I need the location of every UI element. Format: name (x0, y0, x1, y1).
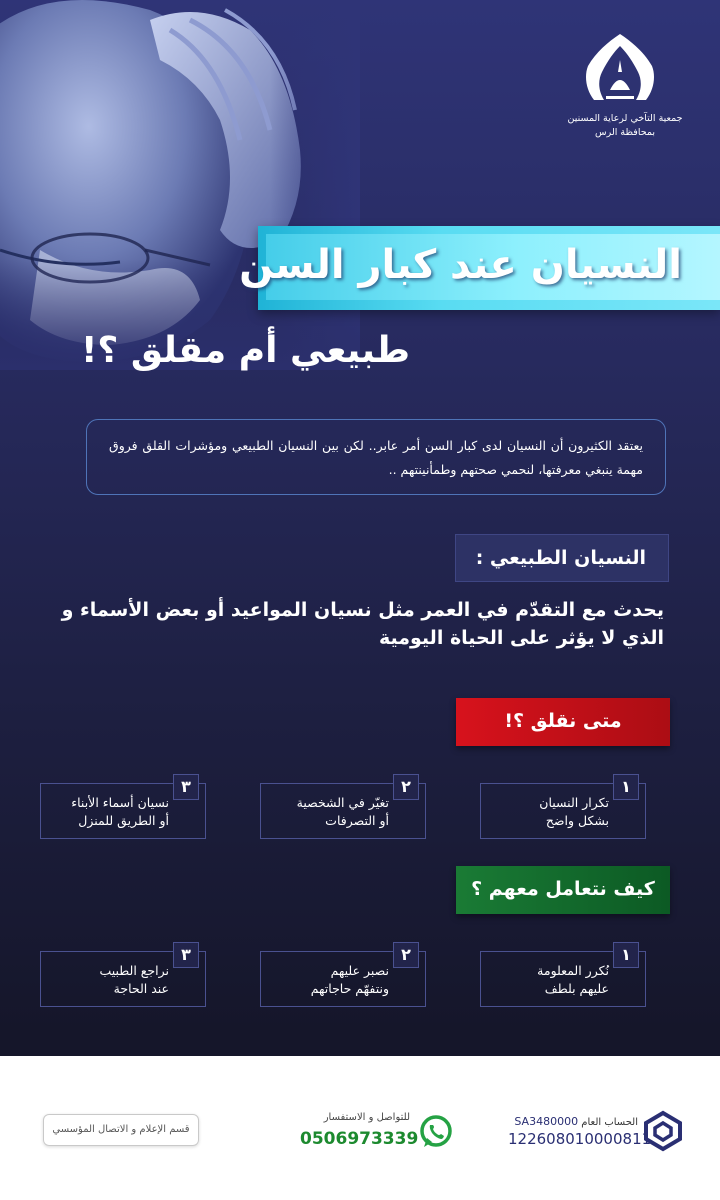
org-name-line1: جمعية التآخي لرعاية المسنين (567, 113, 683, 124)
card-line1: نراجع الطبيب (99, 963, 169, 978)
card-number: ٣ (173, 942, 199, 968)
page-subtitle: طبيعي أم مقلق ؟! (80, 330, 410, 371)
card-number: ١ (613, 774, 639, 800)
account-code: SA3480000 (514, 1115, 579, 1128)
worry-card-3 (40, 777, 206, 839)
card-line1: نُكرر المعلومة (537, 963, 609, 978)
card-line1: تغيّر في الشخصية (296, 795, 389, 810)
card-number: ٣ (173, 774, 199, 800)
card-line2: أو التصرفات (325, 813, 389, 828)
phone-number[interactable]: 0506973339 (300, 1129, 419, 1149)
intro-text: يعتقد الكثيرون أن النسيان لدى كبار السن أمر عابر.. لكن بين النسيان الطبيعي ومؤشرات القلق فروق مهمة ينبغي معرفتها، لنحمي صحتهم وطمأنينتهم .. (86, 419, 666, 495)
worry-card-1 (480, 777, 646, 839)
whatsapp-icon[interactable] (418, 1114, 454, 1150)
card-line1: نصبر عليهم (330, 963, 389, 978)
org-name-line2: بمحافظة الرس (595, 127, 655, 138)
account-label-text: الحساب العام (581, 1117, 638, 1128)
page-title: النسيان عند كبار السن (239, 242, 682, 288)
deal-card-3 (40, 945, 206, 1007)
when-to-worry-heading: متى نقلق ؟! (456, 698, 670, 746)
elderly-man-photo (0, 0, 360, 370)
card-number: ١ (613, 942, 639, 968)
organization-name (560, 112, 690, 140)
card-line2: عند الحاجة (113, 981, 169, 996)
contact-label: للتواصل و الاستفسار (323, 1112, 410, 1123)
card-line2: بشكل واضح (545, 813, 609, 828)
media-department-badge: قسم الإعلام و الاتصال المؤسسي (43, 1114, 199, 1146)
deal-card-2 (260, 945, 426, 1007)
card-number: ٢ (393, 942, 419, 968)
card-line1: تكرار النسيان (539, 795, 609, 810)
account-label (508, 1115, 638, 1128)
card-line2: أو الطريق للمنزل (78, 813, 169, 828)
title-banner (239, 226, 720, 310)
deal-card-1 (480, 945, 646, 1007)
normal-forgetting-description: يحدث مع التقدّم في العمر مثل نسيان المواعيد أو بعض الأسماء و الذي لا يؤثر على الحياة اليومية (61, 599, 664, 649)
organization-logo (580, 30, 660, 106)
account-number: 122608010000811 (508, 1130, 652, 1148)
card-line2: عليهم بلطف (544, 981, 609, 996)
worry-card-2 (260, 777, 426, 839)
normal-forgetting-label: النسيان الطبيعي : (455, 534, 669, 582)
how-to-deal-heading: كيف نتعامل معهم ؟ (456, 866, 670, 914)
card-line2: ونتفهّم حاجاتهم (310, 981, 389, 996)
card-number: ٢ (393, 774, 419, 800)
bank-icon (642, 1110, 684, 1152)
card-line1: نسيان أسماء الأبناء (71, 795, 169, 810)
